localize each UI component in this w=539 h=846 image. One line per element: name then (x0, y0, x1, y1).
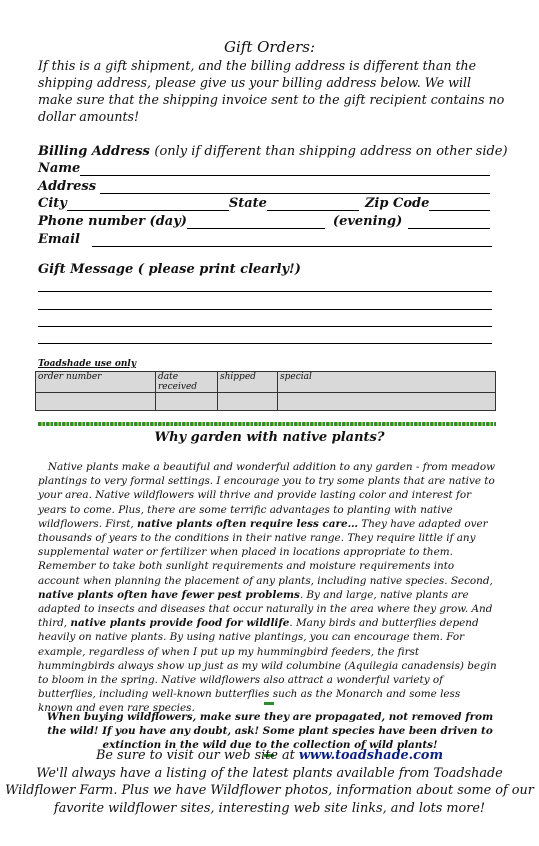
table-header-cell: shipped (218, 372, 278, 393)
gift-message-line[interactable] (38, 291, 492, 292)
table-cell[interactable] (156, 393, 218, 411)
phone-day-label: Phone number (day) (38, 214, 187, 229)
city-label: City (38, 196, 67, 211)
wildflower-warning: When buying wildflowers, make sure they are propagated, not removed from the wild! If you have any doubt, ask! Some plant species have been driven to extinction in the wild due to the collection of wild plants! (46, 711, 494, 751)
gift-message-line[interactable] (38, 309, 492, 310)
name-label: Name (38, 161, 81, 176)
billing-heading-note: (only if different than shipping address on other side) (154, 144, 508, 159)
billing-heading-row (38, 141, 508, 159)
body-text-4: . Many birds and butterflies depend heavily on native plants. By using native plantings, you can encourage them. For example, regardless of when I put up my hummingbird feeders, the first hummingbirds always show up just as my wild columbine (Aquilegia canadensis) begin to bloom in the spring. Native wildflowers also attract a wonderful variety of butterflies, including well-known butterflies such as the Monarch and some less known and even rare species. (38, 617, 497, 715)
body-text-2: They have adapted over thousands of years to the conditions in their native range. They require little if any supplemental water or fertilizer when placed in locations appropriate to them. Remember to take both sunlight requirements and moisture requirements into account when planning the placement of any plants, including native species. Second, (38, 517, 493, 587)
visit-lead: Be sure to visit our web site at (95, 748, 299, 763)
table-cell[interactable] (36, 393, 156, 411)
gift-message-line[interactable] (38, 326, 492, 327)
address-row (38, 176, 490, 194)
state-field[interactable] (267, 197, 359, 211)
native-plants-paragraph (38, 460, 498, 716)
table-cell[interactable] (278, 393, 496, 411)
name-row (38, 158, 490, 176)
email-label: Email (38, 232, 80, 247)
city-field[interactable] (67, 197, 229, 211)
body-bold-2: native plants often have fewer pest problems (38, 588, 300, 601)
city-row (38, 193, 490, 211)
phone-evening-field[interactable] (408, 215, 490, 229)
body-text-1: Native plants make a beautiful and wonderful addition to any garden - from meadow plantings to very formal settings. I encourage you to try some plants that are native to your area. Native wildflowers will thrive and provide lasting color and interest for years to come. Plus, there are some terrific advantages to planting with native wildflowers. First, (38, 461, 495, 530)
table-header-cell: special (278, 372, 496, 393)
email-row (38, 229, 492, 247)
address-label: Address (38, 179, 97, 194)
toadshade-use-label: Toadshade use only (38, 359, 137, 369)
visit-block (0, 747, 539, 817)
page-title: Gift Orders: (224, 38, 315, 56)
phone-day-field[interactable] (187, 215, 325, 229)
vine-ornament (264, 702, 274, 705)
gift-message-line[interactable] (38, 343, 492, 344)
website-link[interactable]: www.toadshade.com (298, 748, 444, 763)
zip-label: Zip Code (364, 196, 430, 211)
body-bold-1: native plants often require less care… (136, 517, 358, 530)
why-heading: Why garden with native plants? (154, 430, 385, 445)
gift-message-row (38, 259, 301, 277)
table-cell[interactable] (218, 393, 278, 411)
visit-text: We'll always have a listing of the latest plants available from Toadshade Wildflower Farm. Plus we have Wildflower photos, information about some of our favorite wildflower sites, interesting web site links, and lots more! (5, 765, 534, 816)
email-field[interactable] (92, 233, 492, 247)
phone-evening-label: (evening) (332, 214, 403, 229)
table-header-cell: order number (36, 372, 156, 393)
billing-heading: Billing Address (38, 144, 150, 159)
toadshade-table (35, 371, 496, 411)
intro-text: If this is a gift shipment, and the billing address is different than the shipping address, please give us your billing address below. We will make sure that the shipping invoice sent to the gift recipient contains no dollar amounts! (38, 58, 505, 124)
address-field[interactable] (100, 180, 490, 194)
vine-divider (38, 422, 496, 426)
gift-message-label: Gift Message ( please print clearly!) (38, 262, 301, 277)
phone-row (38, 211, 490, 229)
body-bold-3: native plants provide food for wildlife (70, 617, 290, 630)
name-field[interactable] (80, 162, 490, 176)
zip-field[interactable] (429, 197, 490, 211)
body-text-3: . By and large, native plants are adapted to insects and diseases that occur naturally in the area where they grow. And third, (38, 588, 493, 630)
state-label: State (228, 196, 267, 211)
table-header-cell: date received (156, 372, 218, 393)
